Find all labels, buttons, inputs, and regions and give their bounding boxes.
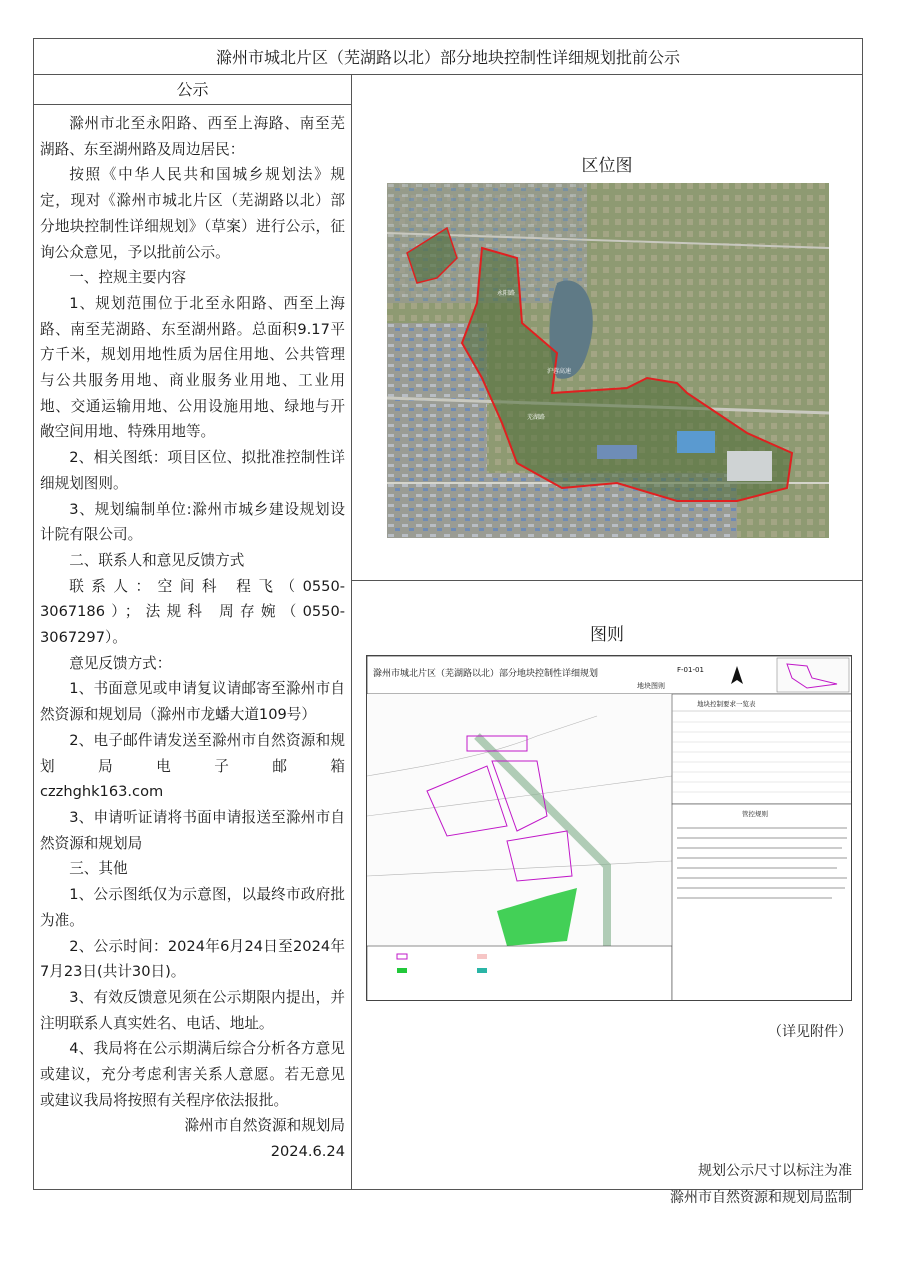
section-1-item-3: 3、规划编制单位:滁州市城乡建设规划设计院有限公司。 [40, 500, 345, 544]
feedback-mail: 1、书面意见或申请复议请邮寄至滁州市自然资源和规划局（滁州市龙蟠大道109号） [40, 680, 345, 724]
control-table [672, 694, 852, 804]
legend-swatch-road [477, 954, 487, 959]
section-1-item-1: 1、规划范围位于北至永阳路、西至上海路、南至芜湖路、东至湖州路。总面积9.17平方千米，规划用地性质为居住用地、公共管理与公共服务用地、商业服务业用地、工业用地、交通运输用地、公用设施用地、绿地与开敞空间用地、特殊用地等。 [40, 294, 345, 441]
location-map-title: 区位图 [581, 156, 633, 176]
plan-drawing [366, 655, 852, 1001]
plan-map-title: 图则 [590, 625, 624, 645]
notice-body [34, 105, 351, 1165]
factory-roof-white [727, 451, 772, 481]
map-divider [352, 580, 862, 581]
supervisor-note: 滁州市自然资源和规划局监制 [670, 1190, 852, 1206]
feedback-title: 意见反馈方式： [69, 654, 172, 672]
location-map-svg [387, 183, 829, 538]
section-3-title: 三、其他 [69, 860, 128, 878]
plan-sheet-number: F-01-01 [677, 666, 704, 674]
control-rules [672, 804, 852, 1001]
other-item-4: 4、我局将在公示期满后综合分析各方意见或建议，充分考虑利害关系人意愿。若无意见或建议我局将按照有关程序依法报批。 [40, 1040, 345, 1109]
feedback-email-label: 2、电子邮件请发送至滁州市自然资源和规划局电子邮箱 [40, 731, 345, 775]
plan-sheet-subtitle: 地块图则 [637, 682, 665, 690]
plan-drawing-svg [367, 656, 852, 1001]
other-item-2: 2、公示时间：2024年6月24日至2024年7月23日(共计30日)。 [40, 937, 345, 981]
page-title: 滁州市城北片区（芜湖路以北）部分地块控制性详细规划批前公示 [34, 39, 862, 75]
map-column [352, 75, 862, 1206]
other-item-3: 3、有效反馈意见须在公示期限内提出，并注明联系人真实姓名、电话、地址。 [40, 988, 345, 1032]
signature: 滁州市自然资源和规划局 [184, 1117, 345, 1135]
road-label-yongyang: 永阳路 [497, 290, 516, 297]
legend-swatch-water [477, 968, 487, 973]
section-1-item-2: 2、相关图纸：项目区位、拟批准控制性详细规划图则。 [40, 449, 345, 492]
plan-legend [367, 946, 672, 1001]
notice-sheet [33, 38, 863, 1206]
legend-swatch-green [397, 968, 407, 973]
factory-roof-blue [677, 431, 715, 453]
notice-heading: 公示 [34, 75, 351, 105]
control-rules-title: 管控规则 [742, 810, 768, 818]
feedback-hearing: 3、申请听证请将书面申请报送至滁州市自然资源和规划局 [40, 808, 345, 852]
factory-roof-east [597, 445, 637, 459]
feedback-email[interactable]: czzhghk163.com [40, 783, 164, 801]
size-note: 规划公示尺寸以标注为准 [698, 1163, 852, 1179]
detail-note: （详见附件） [768, 1024, 852, 1040]
plan-sheet-title: 滁州市城北片区（芜湖路以北）部分地块控制性详细规划 [373, 669, 599, 679]
road-label-wuhu: 芜湖路 [527, 414, 546, 421]
road-label-expressway: 沪蓉高速 [547, 368, 572, 375]
section-1-title: 一、控规主要内容 [69, 269, 186, 287]
contact-info: 联系人：空间科 程飞（0550-3067186）；法规科 周存婉（0550-3067297）。 [40, 577, 345, 647]
location-map [387, 183, 829, 538]
control-table-title: 地块控制要求一览表 [697, 700, 756, 708]
notice-date: 2024.6.24 [270, 1143, 345, 1161]
section-2-title: 二、联系人和意见反馈方式 [69, 551, 245, 569]
intro-paragraph: 按照《中华人民共和国城乡规划法》规定，现对《滁州市城北片区（芜湖路以北）部分地块控制性详细规划》（草案）进行公示，征询公众意见，予以批前公示。 [40, 166, 345, 261]
other-item-1: 1、公示图纸仅为示意图，以最终市政府批为准。 [40, 886, 345, 929]
notice-column [34, 75, 352, 1189]
salutation: 滁州市北至永阳路、西至上海路、南至芜湖路、东至湖州路及周边居民： [40, 115, 345, 158]
